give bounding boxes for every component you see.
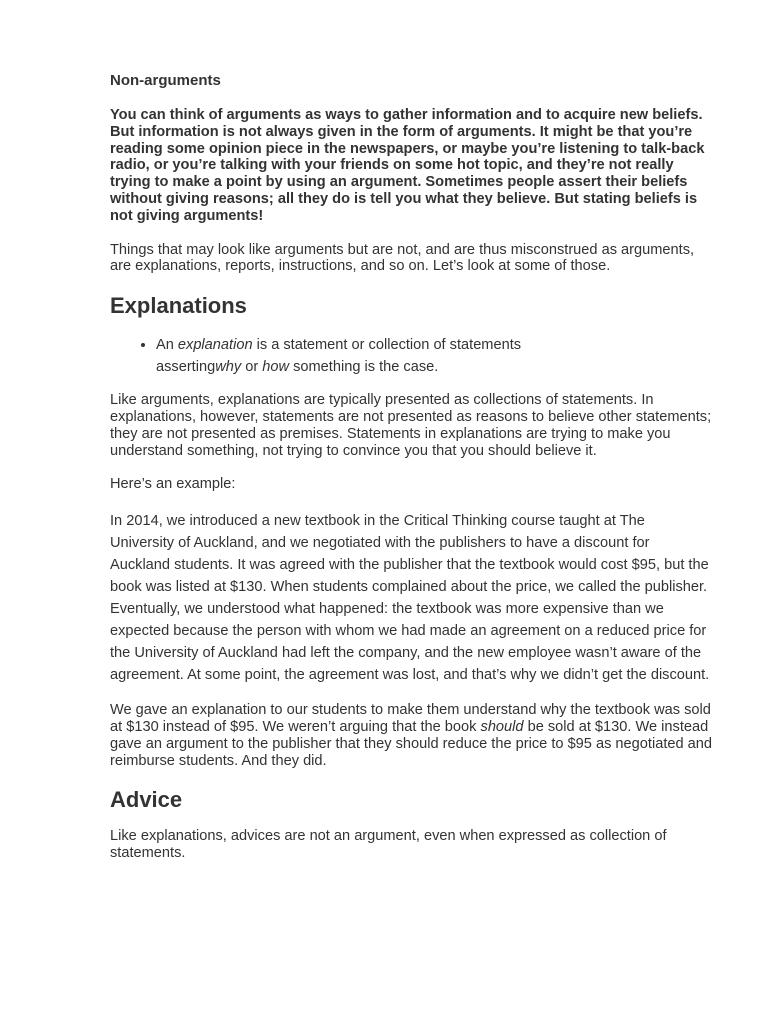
- intro-bold-paragraph: You can think of arguments as ways to gather information and to acquire new beliefs. But information is not always given in the form of arguments. It might be that you’re reading some opinion piece in the newspapers, or maybe you’re listening to talk-back radio, or you’re talking with your friends on some hot topic, and they’re not really trying to make a point by using an argument. Sometimes people assert their beliefs without giving reasons; all they do is tell you what they believe. But stating beliefs is not giving arguments!: [110, 107, 705, 224]
- followup-text-1: We gave an explanation to our students to make them understand why the textbook was sold at $130 instead of $95. We weren’t arguing that the book: [110, 702, 711, 735]
- document-title: Non-arguments: [110, 72, 221, 89]
- definition-list: [110, 334, 712, 378]
- definition-bullet: [156, 334, 556, 378]
- followup-em-should: should: [480, 718, 524, 735]
- bullet-text-4: something is the case.: [289, 359, 439, 376]
- bullet-text-3: or: [241, 359, 263, 376]
- section-heading-explanations: Explanations: [110, 293, 247, 319]
- section-heading-advice: Advice: [110, 787, 183, 813]
- bullet-text-1: An: [156, 337, 178, 354]
- followup-text-2: be sold at $130. We instead gave an argument to the publisher that they should reduce the price to $95 as negotiated and reimburse students. And they did.: [110, 718, 713, 769]
- bullet-em-explanation: explanation: [177, 337, 253, 354]
- bullet-em-how: how: [262, 359, 290, 376]
- example-paragraph: In 2014, we introduced a new textbook in the Critical Thinking course taught at The University of Auckland, and we negotiated with the publishers to have a discount for Auckland students. It was agreed with the publisher that the textbook would cost $95, but the book was listed at $130. When students complained about the price, we called the publisher. Eventually, we understood what happened: the textbook was more expensive than we expected because the person with whom we had made an agreement on a reduced price for the University of Auckland had left the company, and the new employee wasn’t aware of the agreement. At some point, the agreement was lost, and that’s why we didn’t get the discount.: [110, 513, 710, 684]
- bullet-text-2: is a statement or collection of statements asserting: [156, 337, 522, 376]
- bullet-em-why: why: [215, 359, 242, 376]
- advice-paragraph: Like explanations, advices are not an argument, even when expressed as collection of statements.: [110, 828, 667, 862]
- followup-paragraph: [110, 702, 712, 769]
- example-intro: Here’s an example:: [110, 476, 236, 493]
- explanations-paragraph: Like arguments, explanations are typically presented as collections of statements. In explanations, however, statements are not presented as reasons to believe other statements; they are not presented as premises. Statements in explanations are trying to make you understand something, not trying to convince you that you should believe it.: [110, 392, 712, 459]
- intro-paragraph: Things that may look like arguments but are not, and are thus misconstrued as arguments, are explanations, reports, instructions, and so on. Let’s look at some of those.: [110, 241, 695, 275]
